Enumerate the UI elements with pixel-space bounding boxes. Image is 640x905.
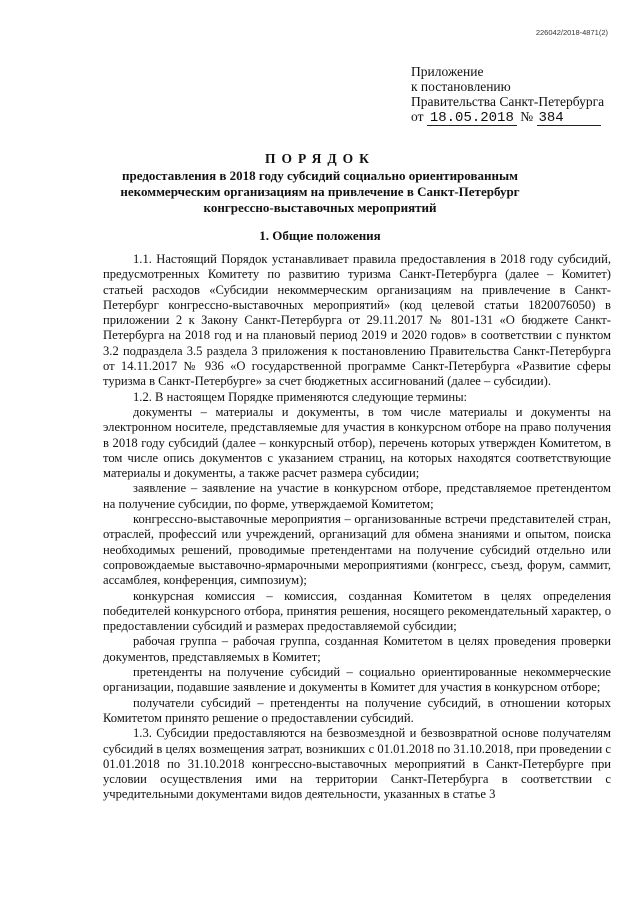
paragraph: конкурсная комиссия – комиссия, созданная Комитетом в целях определения победителей конкурсного отбора, принятия решения, носящего рекомендательный характер, о предоставлении субсидий и размерах предоставляемой субсидии;	[103, 588, 611, 634]
section-body	[103, 252, 611, 803]
paragraph: документы – материалы и документы, в том числе материалы и документы на электронном носителе, представляемые для участия в конкурсном отборе на право получения в 2018 году субсидий (далее – конкурсный отбор), перечень которых утвержден Комитетом, в том числе опись документов с указанием страниц, на которых находятся соответствующие материалы и документы, а также расчет размера субсидии;	[103, 404, 611, 481]
appendix-line-3: Правительства Санкт-Петербурга	[411, 94, 605, 109]
appendix-line-2: к постановлению	[411, 79, 511, 94]
paragraph: заявление – заявление на участие в конкурсном отборе, представляемое претендентом на получение субсидии, по форме, утверждаемой Комитетом;	[103, 481, 611, 511]
section-heading: 1. Общие положения	[259, 228, 381, 243]
paragraph: 1.1. Настоящий Порядок устанавливает правила предоставления в 2018 году субсидий, предусмотренных Комитету по развитию туризма Санкт-Петербурга (далее – Комитет) статьей расходов «Субсидии некоммерческим организациям на привлечение в Санкт-Петербург конгрессно-выставочных мероприятий» (код целевой статьи 1820076050) в приложении 2 к Закону Санкт-Петербурга от 29.11.2017 № 801-131 «О бюджете Санкт-Петербурга на 2018 год и на плановый период 2019 и 2020 годов» в соответствии с пунктом 3.2 подраздела 3.5 раздела 3 приложения к постановлению Правительства Санкт-Петербурга от 14.11.2017 № 936 «О государственной программе Санкт-Петербурга «Развитие сферы туризма в Санкт-Петербурге» за счет бюджетных ассигнований (далее – субсидии).	[103, 252, 611, 389]
paragraph: получатели субсидий – претенденты на получение субсидий, в отношении которых Комитетом принято решение о предоставлении субсидий.	[103, 695, 611, 725]
document-registration-number: 226042/2018-4871(2)	[535, 28, 608, 37]
document-subtitle: предоставления в 2018 году субсидий социально ориентированным некоммерческим организациям на привлечение в Санкт-Петербург конгрессно-выставочных мероприятий	[120, 168, 520, 215]
paragraph: конгрессно-выставочные мероприятия – организованные встречи представителей стран, отраслей, профессий или учреждений, организаций для обмена знаниями и опытом, поиска необходимых решений, проводимые претендентами на получение субсидий отдельно или сопровождаемые выставочно-ярмарочными мероприятиями (конгресс, съезд, форум, саммит, ассамблея, конференция, симпозиум);	[103, 512, 611, 588]
paragraph: 1.2. В настоящем Порядке применяются следующие термины:	[133, 389, 468, 404]
paragraph: рабочая группа – рабочая группа, созданная Комитетом в целях проведения проверки документов, представляемых в Комитет;	[103, 634, 611, 664]
document-title: ПОРЯДОК	[265, 151, 375, 166]
handwritten-number: 384	[537, 112, 601, 126]
date-prefix: от	[411, 109, 424, 124]
appendix-date-line	[411, 109, 616, 126]
appendix-block	[411, 64, 616, 126]
number-sign: №	[520, 109, 534, 124]
appendix-line-1: Приложение	[411, 64, 484, 79]
paragraph: 1.3. Субсидии предоставляются на безвозмездной и безвозвратной основе получателям субсидий в целях возмещения затрат, возникших с 01.01.2018 по 31.10.2018, при проведении с 01.01.2018 по 31.10.2018 конгрессно-выставочных мероприятий в Санкт-Петербурге при условии осуществления ими на территории Санкт-Петербурга в соответствии с учредительными документами видов деятельности, указанных в статье 3	[103, 726, 611, 802]
handwritten-date: 18.05.2018	[427, 112, 517, 126]
paragraph: претенденты на получение субсидий – социально ориентированные некоммерческие организации, подавшие заявление и документы в Комитет для участия в конкурсном отборе;	[103, 665, 611, 695]
